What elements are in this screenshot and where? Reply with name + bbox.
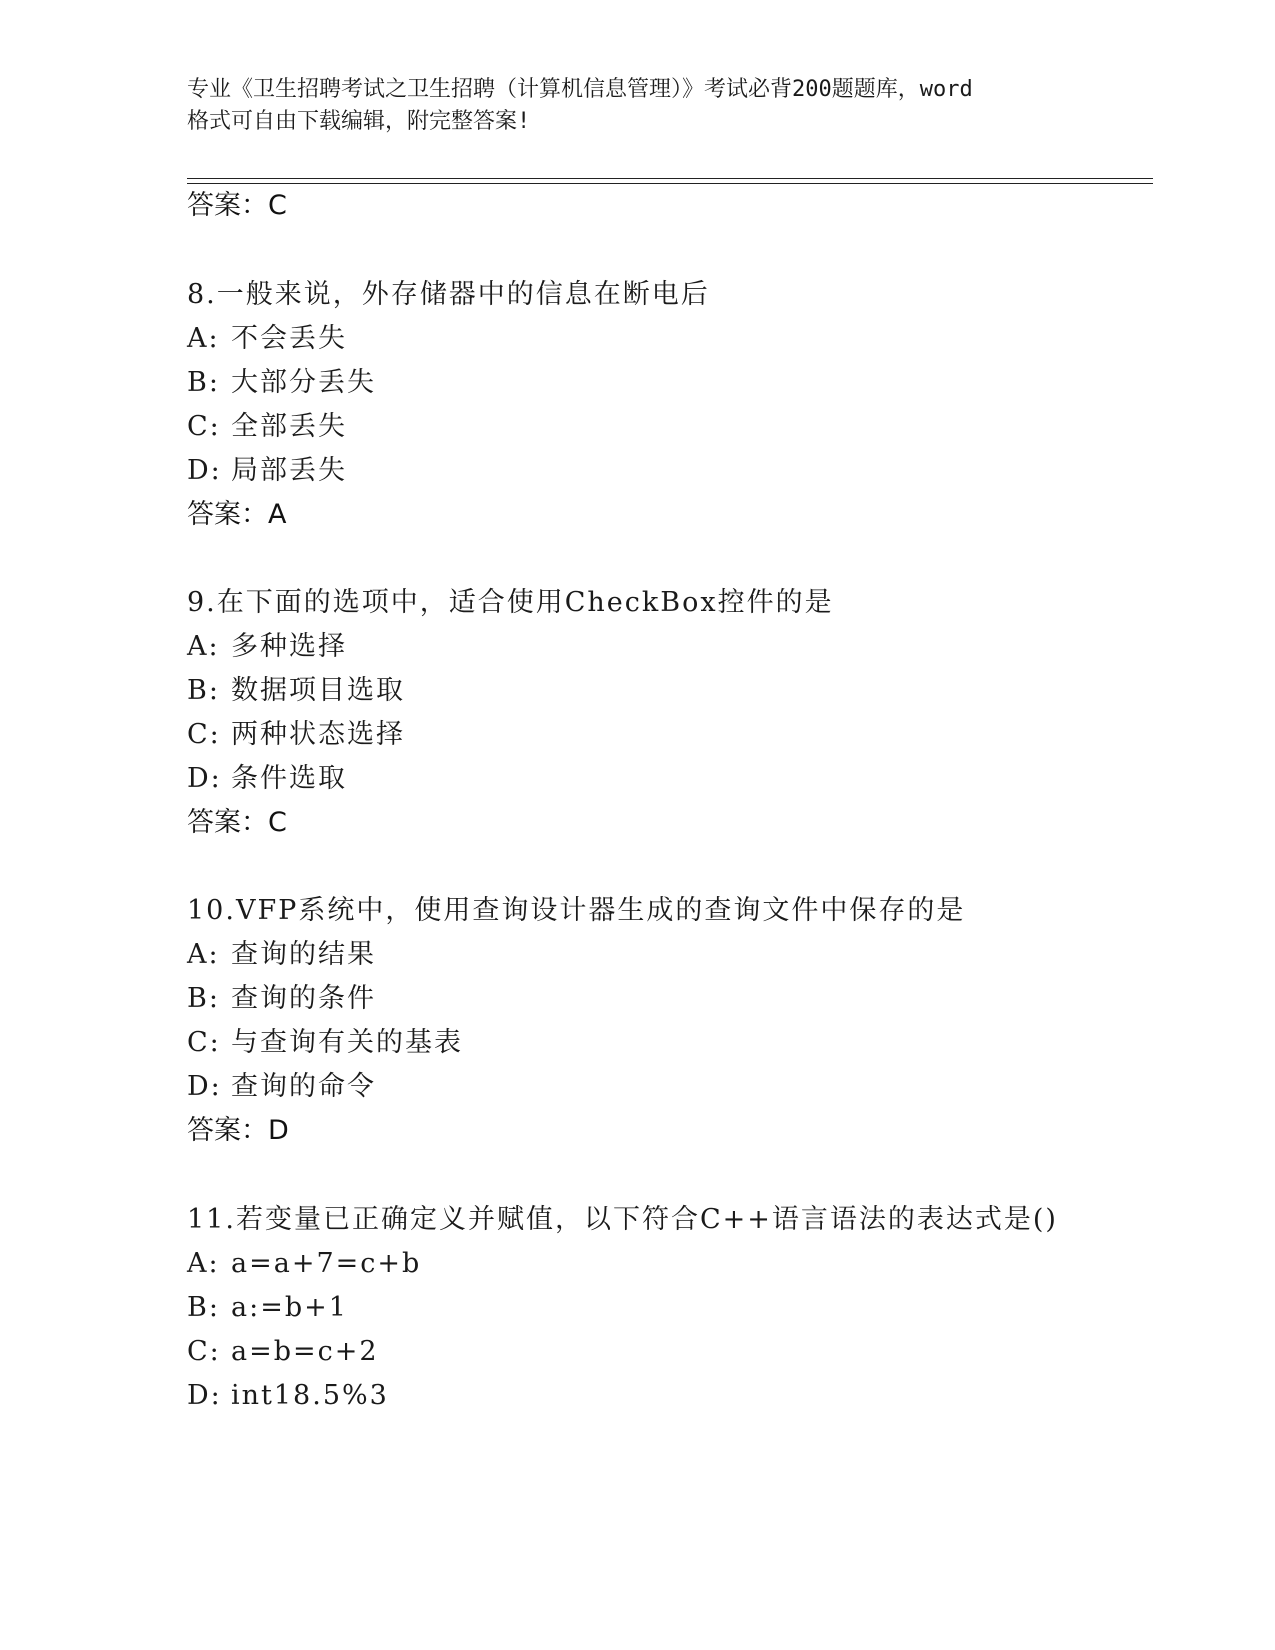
option-text: 查询的条件 <box>231 983 376 1014</box>
header-line-1: 专业《卫生招聘考试之卫生招聘（计算机信息管理）》考试必背200题题库，word <box>187 77 973 102</box>
option-text: 查询的结果 <box>231 939 376 970</box>
option-label: C: <box>187 1336 221 1367</box>
question-8-option-c <box>187 409 347 445</box>
page-header <box>187 74 1087 138</box>
option-label: D: <box>187 455 222 486</box>
question-10-option-c <box>187 1025 463 1061</box>
option-text: int18.5%3 <box>231 1380 389 1411</box>
question-10-option-b <box>187 981 376 1017</box>
option-label: B: <box>187 367 220 398</box>
question-8-option-a <box>187 321 347 357</box>
option-label: A: <box>187 631 220 662</box>
previous-answer: 答案：C <box>187 190 287 221</box>
question-9-option-d <box>187 761 347 797</box>
question-10-stem: 10.VFP系统中，使用查询设计器生成的查询文件中保存的是 <box>187 895 966 926</box>
option-text: 数据项目选取 <box>231 675 405 706</box>
option-text: 条件选取 <box>231 763 347 794</box>
question-9-answer: 答案：C <box>187 807 287 838</box>
option-label: B: <box>187 983 220 1014</box>
option-label: A: <box>187 1248 220 1279</box>
option-text: 大部分丢失 <box>231 367 376 398</box>
question-10-answer: 答案：D <box>187 1115 289 1146</box>
option-label: C: <box>187 411 221 442</box>
question-11-option-d <box>187 1378 389 1414</box>
question-10-option-d <box>187 1069 376 1105</box>
question-8-answer: 答案：A <box>187 499 287 530</box>
option-label: D: <box>187 1380 222 1411</box>
option-label: B: <box>187 1292 220 1323</box>
option-label: B: <box>187 675 220 706</box>
question-11-option-c <box>187 1334 379 1370</box>
option-label: C: <box>187 1027 221 1058</box>
question-9-option-a <box>187 629 347 665</box>
option-text: 多种选择 <box>231 631 347 662</box>
question-8-option-b <box>187 365 376 401</box>
question-11-option-b <box>187 1290 348 1326</box>
option-text: 全部丢失 <box>231 411 347 442</box>
question-10-option-a <box>187 937 376 973</box>
question-8-option-d <box>187 453 347 489</box>
header-rule-top <box>187 178 1153 179</box>
option-text: 不会丢失 <box>231 323 347 354</box>
option-label: A: <box>187 939 220 970</box>
option-text: a:=b+1 <box>231 1292 348 1323</box>
header-line-2: 格式可自由下载编辑，附完整答案! <box>187 109 531 134</box>
option-text: a=b=c+2 <box>231 1336 379 1367</box>
option-label: D: <box>187 763 222 794</box>
question-11-stem: 11.若变量已正确定义并赋值，以下符合C++语言语法的表达式是() <box>187 1204 1058 1235</box>
option-text: 与查询有关的基表 <box>231 1027 463 1058</box>
option-label: D: <box>187 1071 222 1102</box>
question-8-stem: 8.一般来说，外存储器中的信息在断电后 <box>187 279 710 310</box>
option-text: 查询的命令 <box>231 1071 376 1102</box>
option-label: C: <box>187 719 221 750</box>
question-9-option-b <box>187 673 405 709</box>
option-text: 两种状态选择 <box>231 719 405 750</box>
option-label: A: <box>187 323 220 354</box>
header-rule-bottom <box>187 183 1153 184</box>
question-11-option-a <box>187 1246 421 1282</box>
question-9-stem: 9.在下面的选项中，适合使用CheckBox控件的是 <box>187 587 834 618</box>
option-text: a=a+7=c+b <box>231 1248 422 1279</box>
question-9-option-c <box>187 717 405 753</box>
option-text: 局部丢失 <box>231 455 347 486</box>
